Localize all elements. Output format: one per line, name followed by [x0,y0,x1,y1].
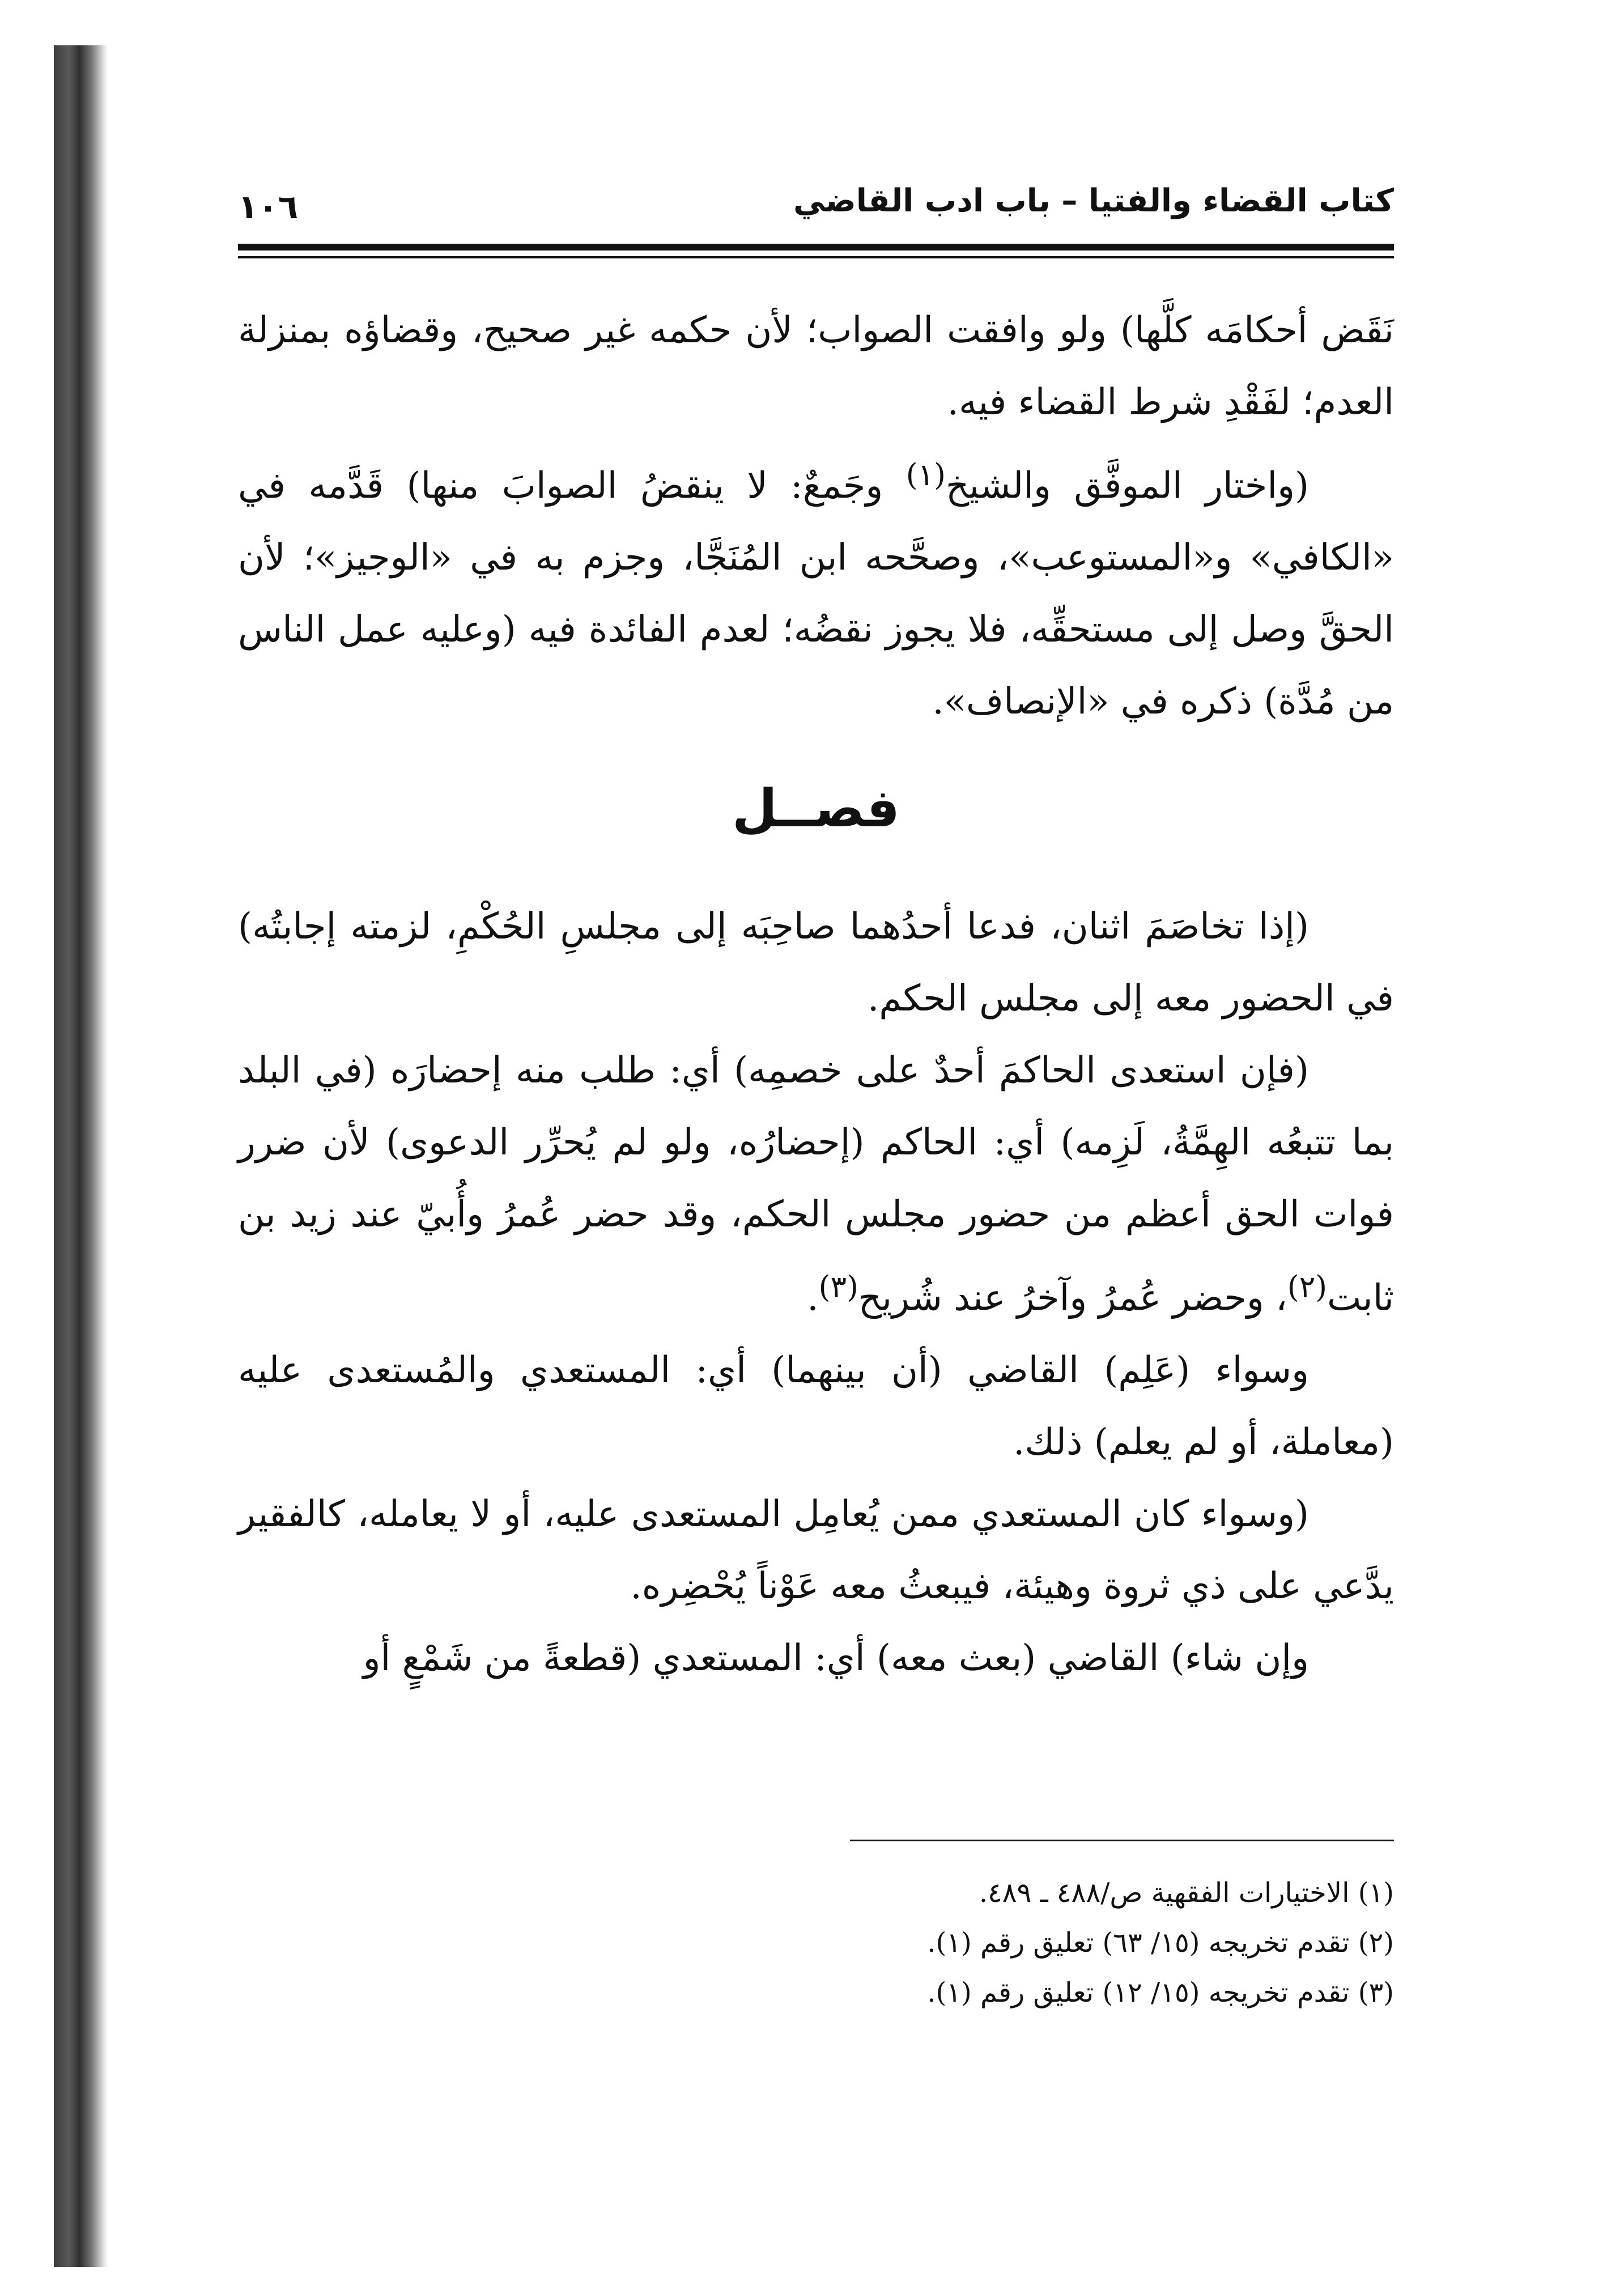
footnotes [238,1868,1394,2018]
header-rule-thick [238,244,1394,250]
footnote-ref-3: (٣) [818,1269,858,1305]
paragraph-2-start: (واختار الموفَّق والشيخ [945,465,1310,507]
paragraph-4 [238,1035,1394,1334]
paragraph-7: وإن شاء) القاضي (بعث معه) أي: المستعدي (قطعةً من شَمْعٍ أو [363,1637,1309,1679]
footnote-2: (٢) تقدم تخريجه (١٥/ ٦٣) تعليق رقم (١). [927,1927,1394,1959]
paragraph-5: وسواء (عَلِم) القاضي (أن بينهما) أي: المستعدي والمُستعدى عليه (معاملة، أو لم يعلم) ذلك. [238,1349,1394,1463]
main-text [238,295,1394,1695]
chapter-title: كتاب القضاء والفتيا – باب ادب القاضي [793,182,1394,219]
paragraph-2 [238,439,1394,738]
footnote-3: (٣) تقدم تخريجه (١٥/ ١٢) تعليق رقم (١). [927,1977,1394,2009]
paragraph-4-middle: ، وحضر عُمرُ وآخرُ عند شُريح [858,1277,1287,1319]
running-header [238,170,1394,232]
paragraph-1: نَقَض أحكامَه كلَّها) ولو وافقت الصواب؛ لأن حكمه غير صحيح، وقضاؤه بمنزلة العدم؛ لفَقْدِ شرط القضاء فيه. [238,309,1395,423]
paragraph-4-start: (فإن استعدى الحاكمَ أحدٌ على خصمِه) أي: طلب منه إحضارَه (في البلد بما تتبعُه الهِمَّةُ، لَزِمه) أي: الحاكم (إحضارُه، ولو لم يُحرِّر الدعوى) لأن ضرر فوات الحق أعظم من حضور مجلس الحكم، وقد حضر عُمرُ وأُبيّ عند زيد بن ثابت [238,1050,1395,1319]
paragraph-2-rest: وجَمعٌ: لا ينقضُ الصوابَ منها) قَدَّمه في «الكافي» و«المستوعب»، وصحَّحه ابن المُنَجَّا، وجزم به في «الوجيز»؛ لأن الحقَّ وصل إلى مستحقِّه، فلا يجوز نقضُه؛ لعدم الفائدة فيه (وعليه عمل الناس من مُدَّة) ذكره في «الإنصاف». [238,465,1394,723]
page-number: ١٠٦ [238,188,299,226]
footnote-1: (١) الاختيارات الفقهية ص/٤٨٨ ـ ٤٨٩. [979,1877,1394,1909]
binding-edge [54,45,108,2267]
footnote-ref-1: (١) [905,457,946,492]
paragraph-3: (إذا تخاصَمَ اثنان، فدعا أحدُهما صاحِبَه إلى مجلسِ الحُكْمِ، لزمته إجابتُه) في الحضور معه إلى مجلس الحكم. [238,906,1394,1020]
footnote-ref-2: (٢) [1287,1269,1328,1305]
footnote-separator [850,1840,1394,1841]
paragraph-6: (وسواء كان المستعدي ممن يُعامِل المستعدى عليه، أو لا يعامله، كالفقير يدَّعي على ذي ثروة وهيئة، فيبعثُ معه عَوْناً يُحْضِره. [238,1493,1394,1607]
paragraph-4-end: . [807,1277,819,1319]
header-rule-thin [238,256,1394,258]
section-heading: فصــل [732,778,900,839]
